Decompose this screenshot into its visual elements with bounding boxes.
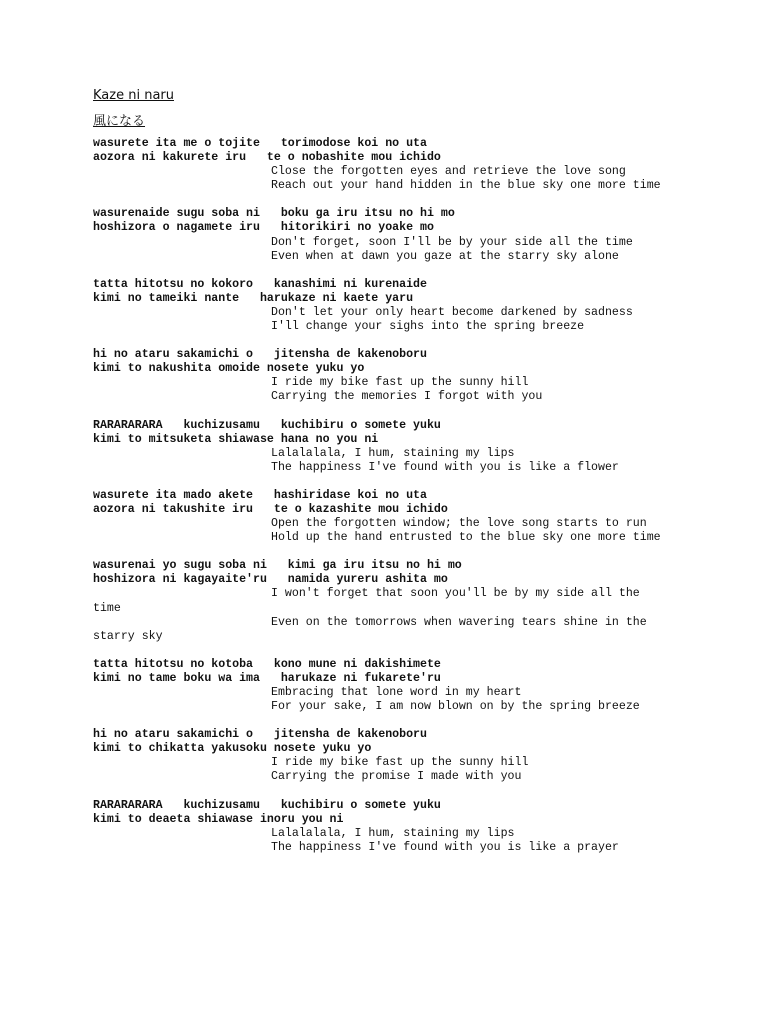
translation-line: The happiness I've found with you is like a flower [271,460,619,474]
romaji-line: aozora ni takushite iru te o kazashite mou ichido [93,502,448,516]
romaji-line: kimi to mitsuketa shiawase hana no you ni [93,432,379,446]
romaji-line: hoshizora ni kagayaite'ru namida yureru ashita mo [93,573,448,587]
romaji-line: aozora ni kakurete iru te o nobashite mou ichido [93,151,441,165]
song-title: Kaze ni naru [93,88,174,103]
romaji-line: RARARARARA kuchizusamu kuchibiru o somete yuku [93,418,441,432]
verse [93,799,673,855]
translation-line: The happiness I've found with you is like a prayer [271,840,619,854]
romaji-line: hi no ataru sakamichi o jitensha de kakenoboru [93,728,427,742]
romaji-line: kimi to deaeta shiawase inoru you ni [93,812,344,826]
translation-line: I'll change your sighs into the spring breeze [271,320,585,334]
romaji-line: hoshizora o nagamete iru hitorikiri no yoake mo [93,221,434,235]
verse-list [93,137,673,855]
translation-line: Lalalalala, I hum, staining my lips [271,446,515,460]
lyrics-page [93,86,673,869]
romaji-line: kimi to chikatta yakusoku nosete yuku yo [93,742,372,756]
romaji-line: wasurete ita me o tojite torimodose koi no uta [93,137,427,150]
romaji-line: wasurete ita mado akete hashiridase koi no uta [93,488,427,502]
translation-line: For your sake, I am now blown on by the spring breeze [271,700,640,714]
verse [93,559,673,644]
translation-line: I won't forget that soon you'll be by my side all the time [93,587,647,615]
romaji-line: kimi to nakushita omoide nosete yuku yo [93,362,365,376]
translation-line: Carrying the memories I forgot with you [271,390,543,404]
translation-line: Even on the tomorrows when wavering tears shine in the starry sky [93,615,654,643]
translation-line: Close the forgotten eyes and retrieve the love song [271,165,626,179]
romaji-line: hi no ataru sakamichi o jitensha de kakenoboru [93,348,427,362]
romaji-line: RARARARARA kuchizusamu kuchibiru o somete yuku [93,798,441,812]
verse [93,278,673,334]
translation-line: Don't forget, soon I'll be by your side all the time [271,235,633,249]
romaji-line: tatta hitotsu no kotoba kono mune ni dakishimete [93,657,441,671]
translation-line: Carrying the promise I made with you [271,770,522,784]
romaji-line: kimi no tame boku wa ima harukaze ni fukarete'ru [93,671,441,685]
translation-line: I ride my bike fast up the sunny hill [271,756,529,770]
verse [93,207,673,263]
translation-line: Lalalalala, I hum, staining my lips [271,826,515,840]
verse [93,658,673,714]
verse [93,348,673,404]
translation-line: Reach out your hand hidden in the blue sky one more time [271,179,661,193]
song-title-japanese: 風になる [93,114,146,129]
romaji-line: kimi no tameiki nante harukaze ni kaete yaru [93,291,414,305]
translation-line: Even when at dawn you gaze at the starry sky alone [271,249,619,263]
romaji-line: tatta hitotsu no kokoro kanashimi ni kurenaide [93,277,427,291]
romaji-line: wasurenai yo sugu soba ni kimi ga iru itsu no hi mo [93,559,462,573]
verse [93,137,673,193]
romaji-line: wasurenaide sugu soba ni boku ga iru itsu no hi mo [93,207,455,221]
verse [93,419,673,475]
verse [93,728,673,784]
translation-line: Open the forgotten window; the love song starts to run [271,517,647,531]
verse [93,489,673,545]
translation-line: Embracing that lone word in my heart [271,686,522,699]
translation-line: Don't let your only heart become darkened by sadness [271,305,633,319]
translation-line: Hold up the hand entrusted to the blue sky one more time [271,531,661,545]
translation-line: I ride my bike fast up the sunny hill [271,376,529,390]
